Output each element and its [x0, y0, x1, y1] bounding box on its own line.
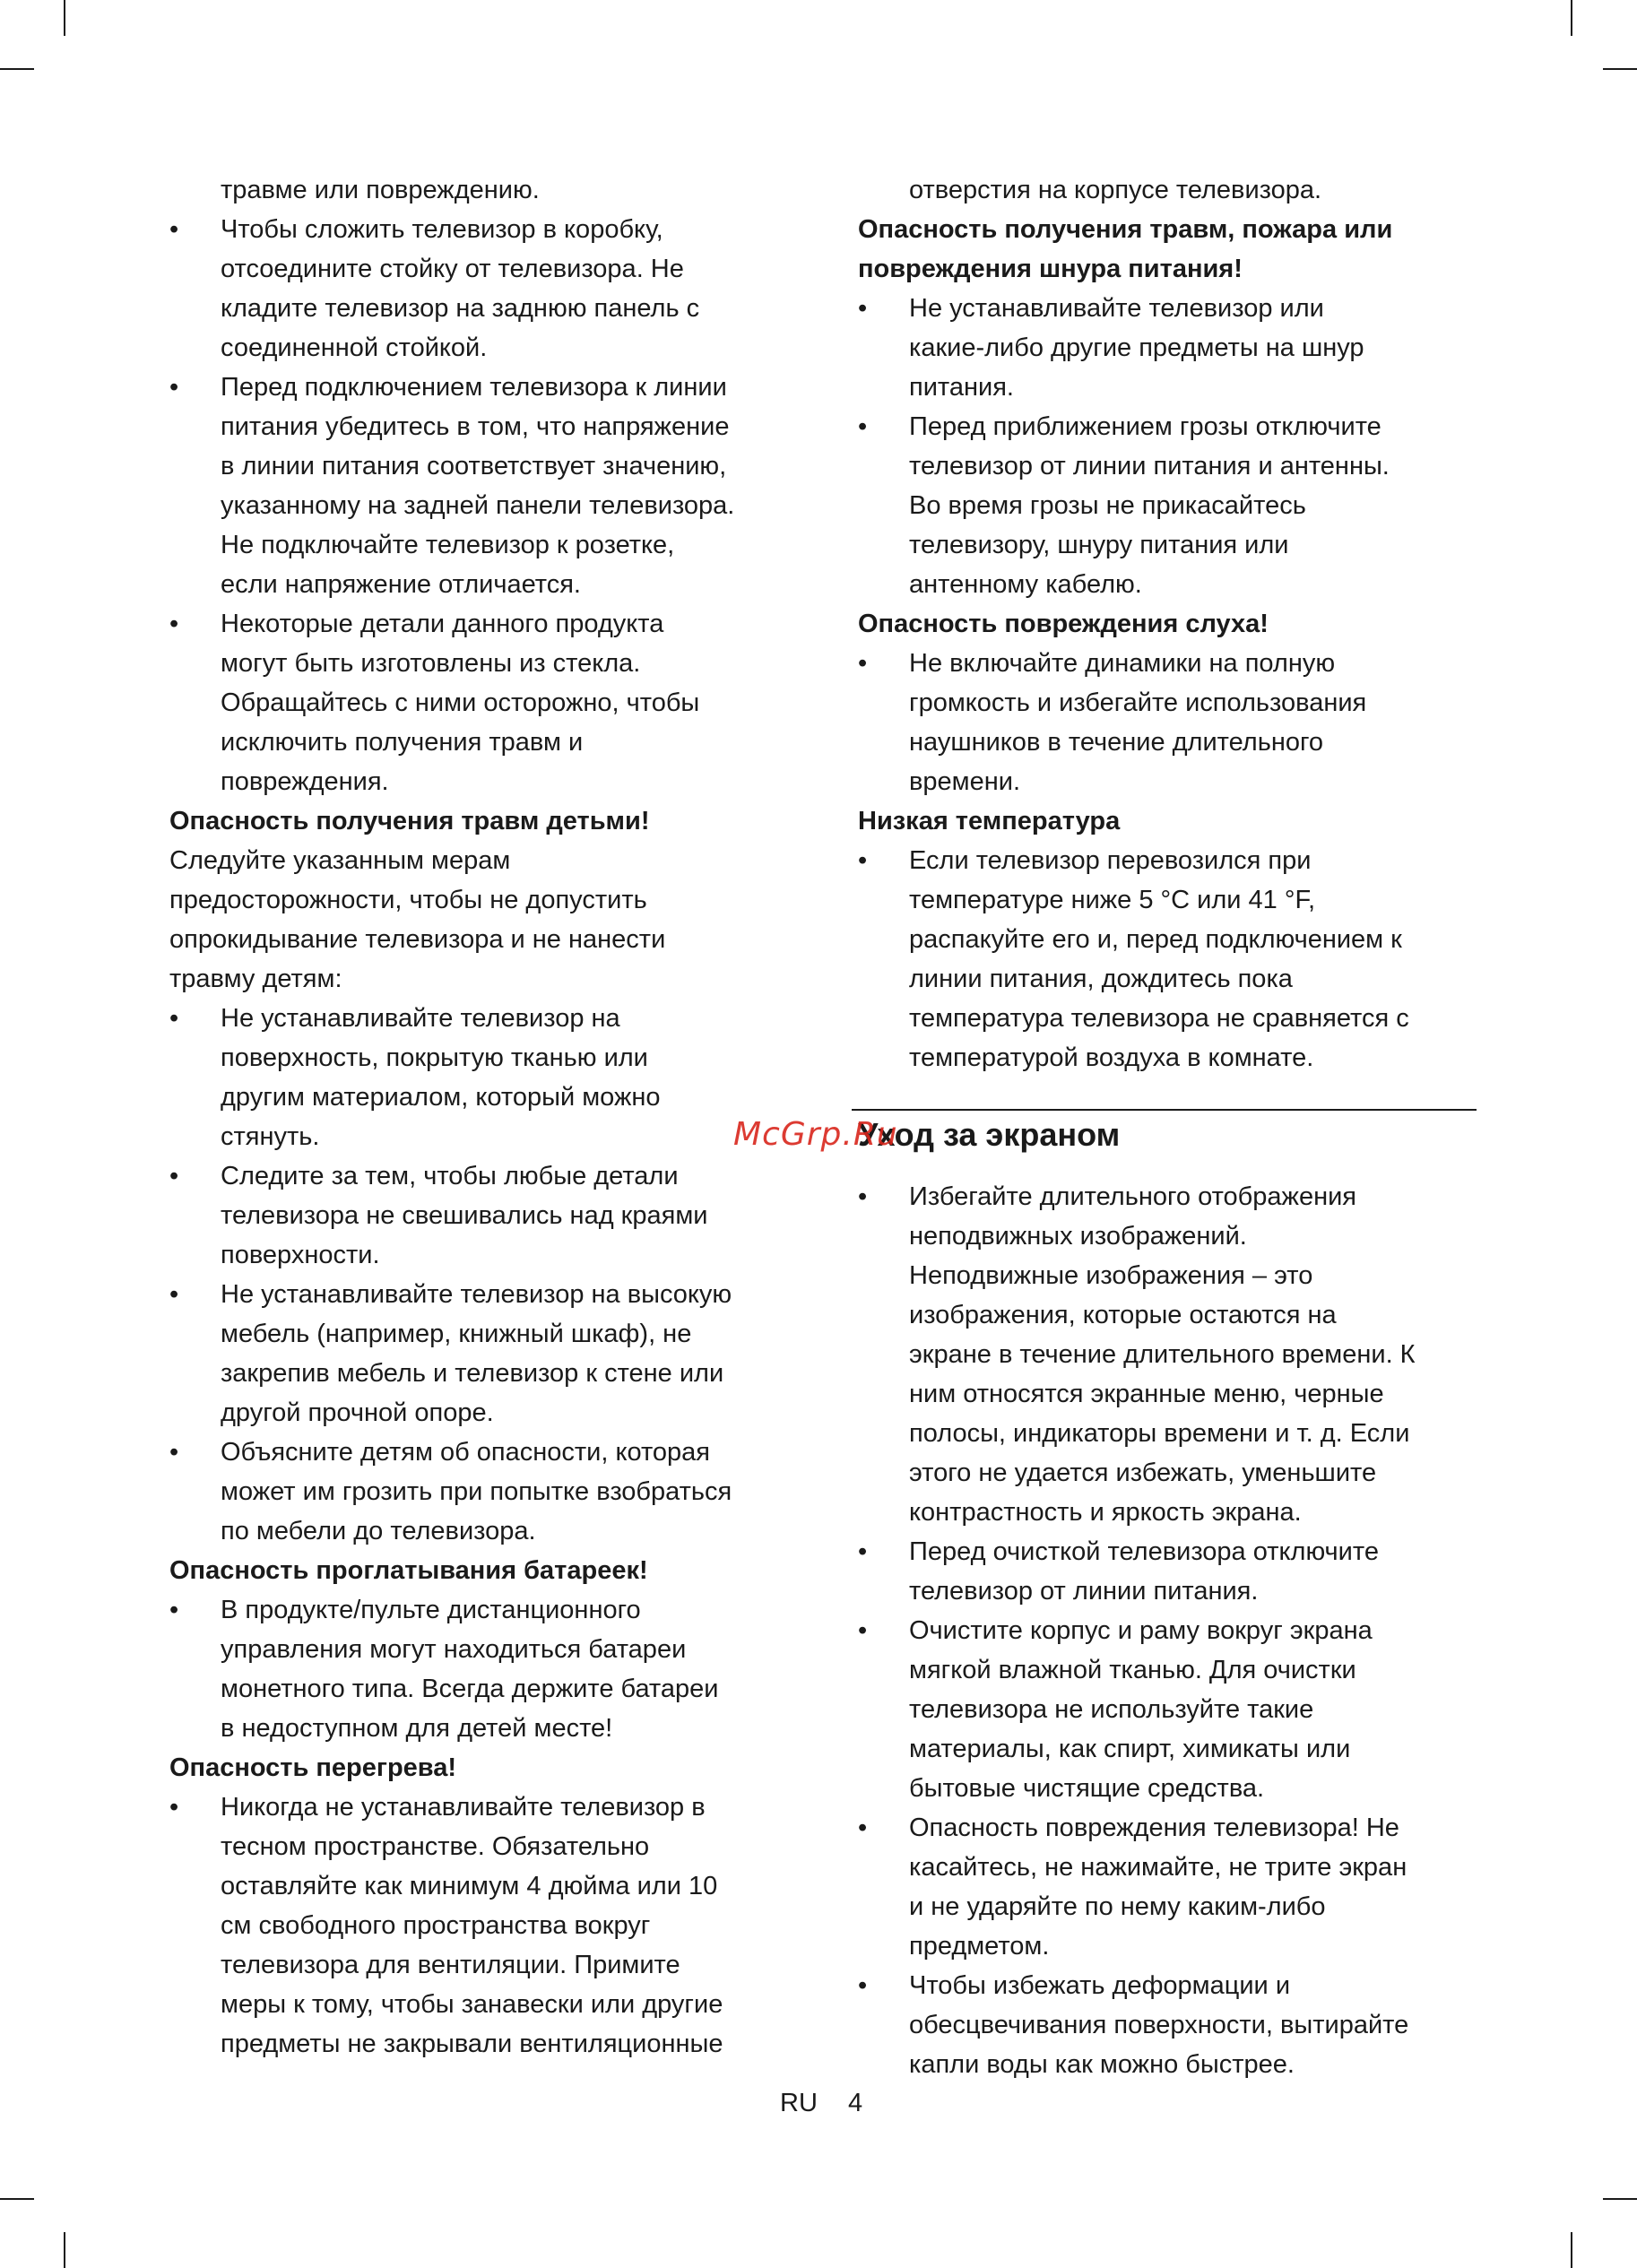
list-item-text: Чтобы избежать деформации и	[909, 1971, 1291, 2000]
bullet-icon: •	[858, 1537, 868, 1566]
list-item	[858, 407, 1477, 446]
list-item-continuation: меры к тому, чтобы занавески или другие	[221, 1990, 723, 2019]
list-item-continuation: закрепив мебель и телевизор к стене или	[221, 1359, 724, 1388]
list-item-continuation: изображения, которые остаются на	[909, 1301, 1337, 1329]
list-item-continuation: Неподвижные изображения – это	[909, 1261, 1313, 1290]
bullet-icon: •	[858, 1814, 868, 1842]
list-item-continuation: поверхность, покрытую тканью или	[221, 1043, 648, 1072]
crop-mark	[1603, 2198, 1637, 2200]
list-item-continuation: в линии питания соответствует значению,	[221, 452, 727, 480]
list-item-continuation: могут быть изготовлены из стекла.	[221, 649, 641, 678]
list-item-continuation: по мебели до телевизора.	[221, 1517, 536, 1545]
list-item	[169, 1275, 797, 1314]
list-item-continuation: отверстия на корпусе телевизора.	[909, 176, 1322, 204]
bullet-icon: •	[858, 294, 868, 323]
list-item-text: Некоторые детали данного продукта	[221, 610, 664, 638]
list-item	[858, 1808, 1477, 1848]
warning-heading: Опасность повреждения слуха!	[858, 610, 1269, 638]
bullet-icon: •	[169, 1280, 179, 1309]
list-item-continuation: мебель (например, книжный шкаф), не	[221, 1320, 692, 1348]
list-item	[169, 999, 797, 1038]
list-item	[858, 644, 1477, 683]
list-item	[858, 1966, 1477, 2005]
list-item-continuation: соединенной стойкой.	[221, 333, 488, 362]
bullet-icon: •	[169, 215, 179, 244]
list-item	[858, 289, 1477, 328]
list-item-continuation: и не ударяйте по нему каким-либо	[909, 1892, 1326, 1921]
warning-heading: Низкая температура	[858, 807, 1121, 835]
warning-heading: Опасность перегрева!	[169, 1753, 457, 1782]
bullet-icon: •	[169, 1162, 179, 1190]
list-item-continuation: линии питания, дождитесь пока	[909, 965, 1293, 993]
list-item-continuation: Не подключайте телевизор к розетке,	[221, 531, 675, 559]
list-item-continuation: Во время грозы не прикасайтесь	[909, 491, 1306, 520]
list-item	[858, 1611, 1477, 1650]
list-item-continuation: громкость и избегайте использования	[909, 688, 1367, 717]
list-item-continuation: ним относятся экранные меню, черные	[909, 1380, 1384, 1408]
list-item	[169, 1590, 797, 1630]
list-item-continuation: предметом.	[909, 1932, 1050, 1961]
paragraph-line: травму детям:	[169, 965, 342, 993]
list-item-text: Не устанавливайте телевизор на высокую	[221, 1280, 732, 1309]
crop-mark	[1603, 68, 1637, 70]
list-item	[858, 1177, 1477, 1216]
list-item	[169, 1433, 797, 1472]
list-item-continuation: температуре ниже 5 °C или 41 °F,	[909, 886, 1315, 914]
bullet-icon: •	[858, 1182, 868, 1211]
list-item-text: Никогда не устанавливайте телевизор в	[221, 1793, 706, 1822]
watermark: McGrp.Ru	[733, 1116, 898, 1153]
warning-heading: Опасность проглатывания батареек!	[169, 1556, 648, 1585]
list-item-continuation: если напряжение отличается.	[221, 570, 581, 599]
list-item-continuation: кладите телевизор на заднюю панель с	[221, 294, 700, 323]
list-item-continuation: питания убедитесь в том, что напряжение	[221, 412, 730, 441]
page-number: 4	[847, 2089, 863, 2117]
list-item-continuation: материалы, как спирт, химикаты или	[909, 1735, 1351, 1763]
list-item-continuation: температурой воздуха в комнате.	[909, 1043, 1314, 1072]
bullet-icon: •	[169, 1596, 179, 1624]
right-column-top	[858, 170, 1477, 1078]
list-item	[169, 1156, 797, 1196]
list-item-continuation: этого не удается избежать, уменьшите	[909, 1459, 1377, 1487]
list-item-text: Перед подключением телевизора к линии	[221, 373, 727, 402]
list-item-continuation: другим материалом, который можно	[221, 1083, 661, 1112]
paragraph-line: предосторожности, чтобы не допустить	[169, 886, 647, 914]
list-item-continuation: травме или повреждению.	[221, 176, 540, 204]
list-item-continuation: обесцвечивания поверхности, вытирайте	[909, 2011, 1409, 2039]
footer-language: RU	[780, 2089, 818, 2117]
list-item	[169, 368, 797, 407]
list-item-continuation: контрастность и яркость экрана.	[909, 1498, 1302, 1527]
list-item	[858, 841, 1477, 880]
bullet-icon: •	[858, 1971, 868, 2000]
list-item-text: В продукте/пульте дистанционного	[221, 1596, 641, 1624]
list-item	[858, 1532, 1477, 1571]
bullet-icon: •	[169, 610, 179, 638]
list-item	[169, 1788, 797, 1827]
list-item-continuation: исключить получения травм и	[221, 728, 584, 757]
list-item-continuation: предметы не закрывали вентиляционные	[221, 2030, 723, 2058]
bullet-icon: •	[858, 412, 868, 441]
list-item-continuation: какие-либо другие предметы на шнур	[909, 333, 1364, 362]
paragraph-line: Следуйте указанным мерам	[169, 846, 511, 875]
list-item-continuation: Обращайтесь с ними осторожно, чтобы	[221, 688, 700, 717]
list-item-continuation: оставляйте как минимум 4 дюйма или 10	[221, 1872, 718, 1900]
list-item-text: Опасность повреждения телевизора! Не	[909, 1814, 1399, 1842]
list-item-continuation: может им грозить при попытке взобраться	[221, 1477, 732, 1506]
crop-mark	[0, 2198, 34, 2200]
list-item-text: Не устанавливайте телевизор на	[221, 1004, 620, 1033]
list-item-text: Перед приближением грозы отключите	[909, 412, 1381, 441]
list-item-continuation: полосы, индикаторы времени и т. д. Если	[909, 1419, 1410, 1448]
list-item-continuation: наушников в течение длительного	[909, 728, 1324, 757]
list-item-continuation: телевизору, шнуру питания или	[909, 531, 1289, 559]
bullet-icon: •	[858, 1616, 868, 1645]
list-item-continuation: капли воды как можно быстрее.	[909, 2050, 1295, 2079]
list-item	[169, 210, 797, 249]
list-item-text: Следите за тем, чтобы любые детали	[221, 1162, 679, 1190]
list-item-continuation: температура телевизора не сравняется с	[909, 1004, 1409, 1033]
list-item-continuation: см свободного пространства вокруг	[221, 1911, 651, 1940]
list-item-continuation: повреждения.	[221, 767, 389, 796]
list-item-text: Объясните детям об опасности, которая	[221, 1438, 711, 1467]
list-item-text: Перед очисткой телевизора отключите	[909, 1537, 1379, 1566]
list-item-continuation: поверхности.	[221, 1241, 380, 1269]
list-item-continuation: другой прочной опоре.	[221, 1398, 494, 1427]
right-column-bottom	[858, 1177, 1477, 2084]
list-item-continuation: касайтесь, не нажимайте, не трите экран	[909, 1853, 1407, 1882]
crop-mark	[0, 68, 34, 70]
list-item-continuation: телевизора для вентиляции. Примите	[221, 1951, 680, 1979]
list-item-text: Очистите корпус и раму вокруг экрана	[909, 1616, 1373, 1645]
list-item-text: Избегайте длительного отображения	[909, 1182, 1356, 1211]
list-item-text: Если телевизор перевозился при	[909, 846, 1312, 875]
list-item-continuation: бытовые чистящие средства.	[909, 1774, 1265, 1803]
list-item-continuation: стянуть.	[221, 1122, 320, 1151]
crop-mark	[64, 2232, 65, 2268]
list-item-continuation: отсоедините стойку от телевизора. Не	[221, 255, 684, 283]
page-footer	[780, 2083, 862, 2123]
section-title: Уход за экраном	[858, 1116, 1121, 1153]
warning-heading: повреждения шнура питания!	[858, 255, 1243, 283]
bullet-icon: •	[169, 1793, 179, 1822]
crop-mark	[1571, 2232, 1572, 2268]
bullet-icon: •	[858, 846, 868, 875]
list-item-continuation: указанному на задней панели телевизора.	[221, 491, 735, 520]
list-item-continuation: тесном пространстве. Обязательно	[221, 1832, 650, 1861]
list-item-continuation: распакуйте его и, перед подключением к	[909, 925, 1402, 954]
list-item-text: Чтобы сложить телевизор в коробку,	[221, 215, 663, 244]
crop-mark	[1571, 0, 1572, 36]
list-item-continuation: мягкой влажной тканью. Для очистки	[909, 1656, 1356, 1684]
list-item-continuation: времени.	[909, 767, 1021, 796]
warning-heading: Опасность получения травм детьми!	[169, 807, 650, 835]
list-item-continuation: экране в течение длительного времени. К	[909, 1340, 1416, 1369]
list-item-continuation: монетного типа. Всегда держите батареи	[221, 1675, 719, 1703]
list-item-continuation: в недоступном для детей месте!	[221, 1714, 613, 1743]
bullet-icon: •	[169, 1438, 179, 1467]
list-item-continuation: питания.	[909, 373, 1014, 402]
bullet-icon: •	[169, 373, 179, 402]
left-column	[169, 170, 797, 2064]
list-item-continuation: телевизора не используйте такие	[909, 1695, 1314, 1724]
paragraph-line: опрокидывание телевизора и не нанести	[169, 925, 666, 954]
warning-heading: Опасность получения травм, пожара или	[858, 215, 1393, 244]
list-item-continuation: телевизор от линии питания и антенны.	[909, 452, 1390, 480]
crop-mark	[64, 0, 65, 36]
list-item	[169, 604, 797, 644]
list-item-continuation: телевизор от линии питания.	[909, 1577, 1259, 1606]
bullet-icon: •	[169, 1004, 179, 1033]
list-item-text: Не включайте динамики на полную	[909, 649, 1336, 678]
list-item-continuation: неподвижных изображений.	[909, 1222, 1247, 1251]
list-item-text: Не устанавливайте телевизор или	[909, 294, 1324, 323]
bullet-icon: •	[858, 649, 868, 678]
list-item-continuation: управления могут находиться батареи	[221, 1635, 687, 1664]
list-item-continuation: антенному кабелю.	[909, 570, 1142, 599]
list-item-continuation: телевизора не свешивались над краями	[221, 1201, 708, 1230]
